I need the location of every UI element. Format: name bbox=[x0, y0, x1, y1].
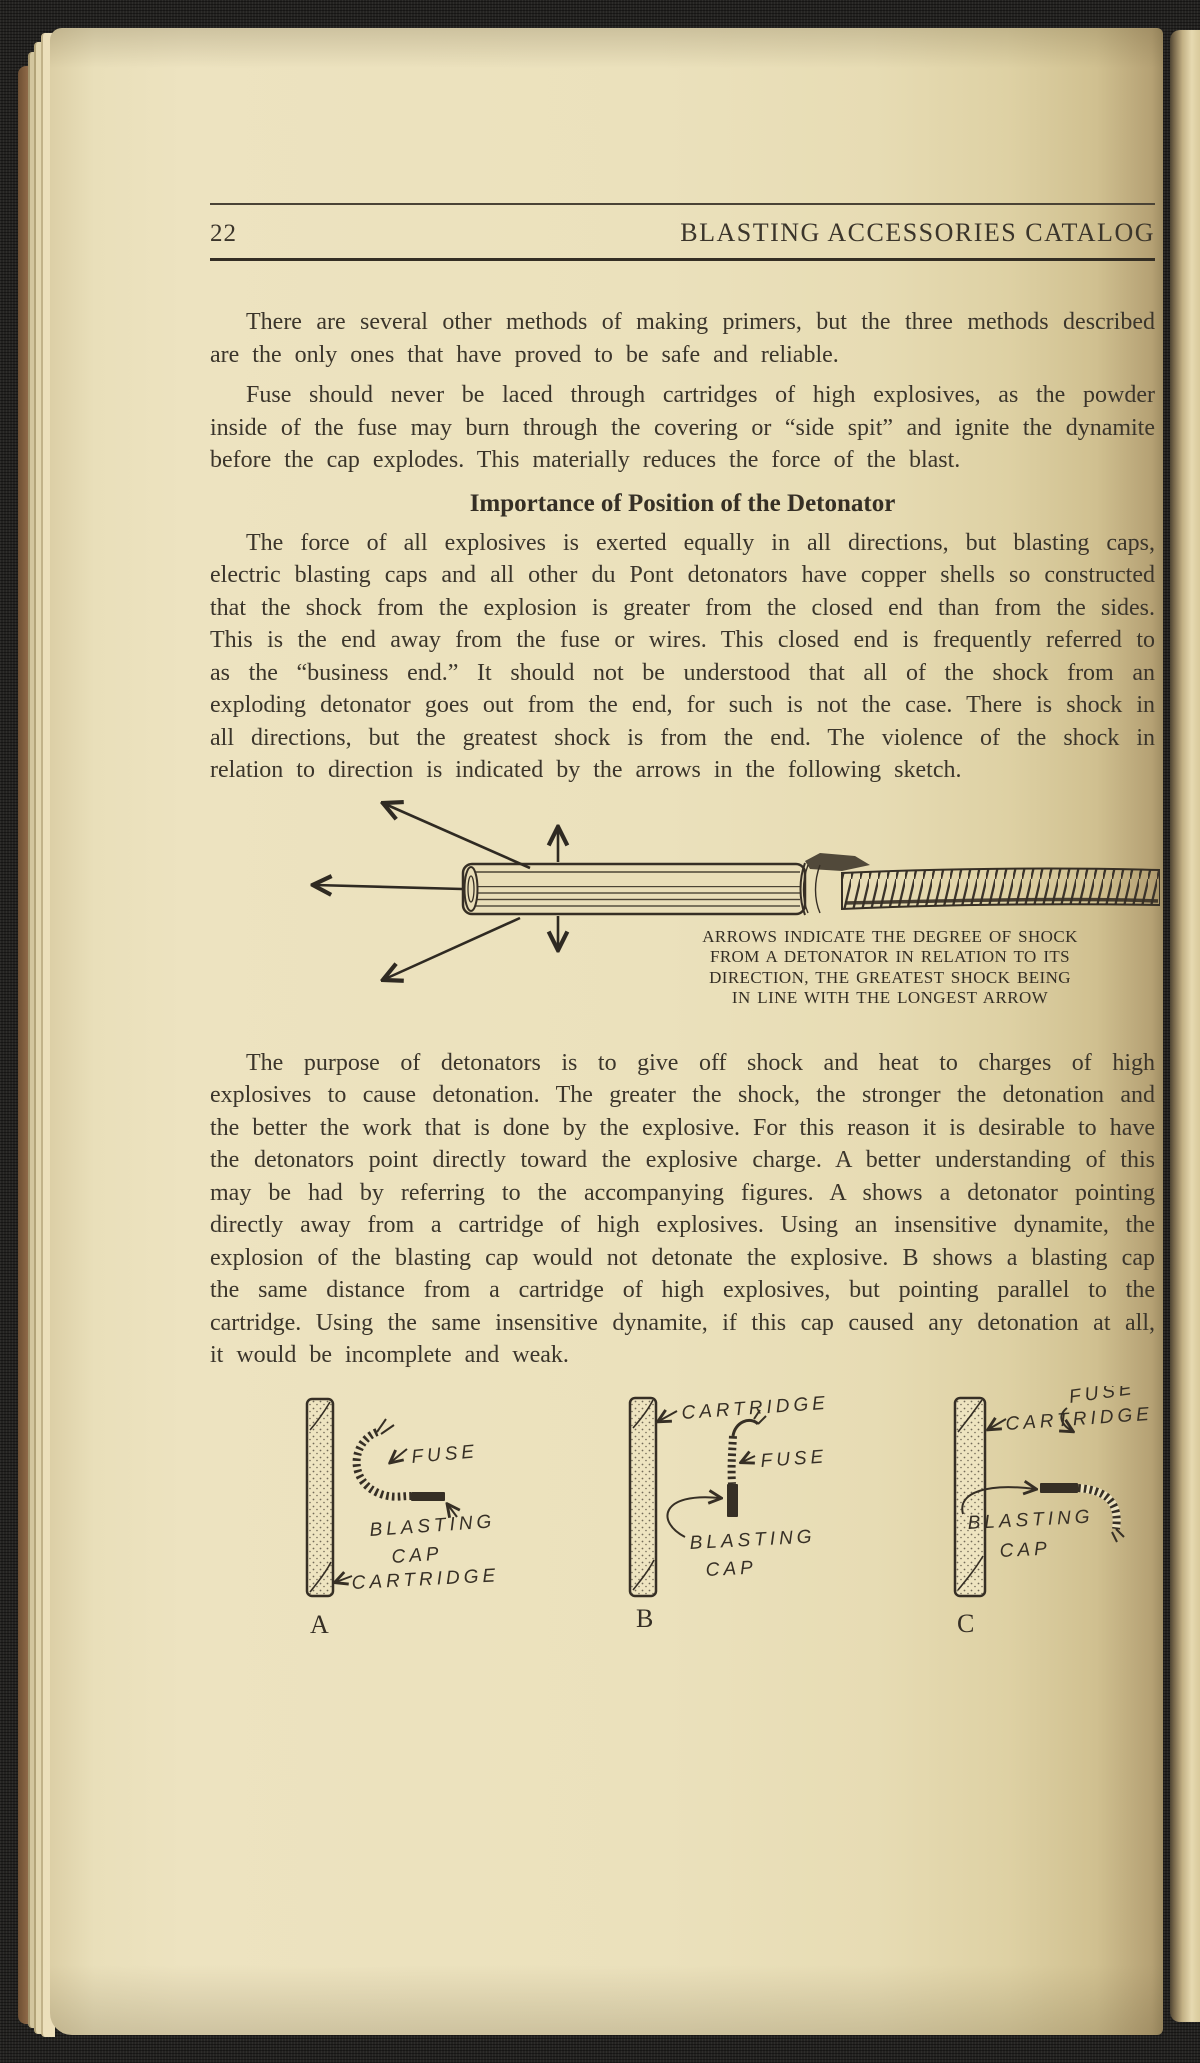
figure-letter: B bbox=[636, 1603, 654, 1633]
section-heading: Importance of Position of the Detonator bbox=[469, 489, 896, 517]
figure-letter: C bbox=[957, 1608, 975, 1638]
caption-line: DIRECTION, THE GREATEST SHOCK BEING bbox=[709, 967, 1071, 987]
detonator-cap bbox=[463, 864, 805, 914]
paragraph-fuse-warning: Fuse should never be laced through cartridges of high explosives, as the powder inside of the fuse may burn through the covering or “side spit” and ignite the dynamite before the cap explodes. This materially reduces the force of the blast. bbox=[210, 382, 1155, 473]
fuse-label: FUSE bbox=[410, 1440, 479, 1468]
text-column bbox=[210, 306, 1155, 1651]
book-page bbox=[50, 28, 1163, 2035]
blasting-cap-label: CAP bbox=[390, 1542, 444, 1568]
adjacent-page-edge bbox=[1170, 30, 1200, 2022]
blasting-cap-label: BLASTING bbox=[368, 1510, 497, 1541]
figure-b bbox=[630, 1392, 830, 1632]
header-rule-bottom bbox=[210, 258, 1155, 261]
figure-c bbox=[955, 1386, 1154, 1638]
detonator-shock-sketch bbox=[230, 799, 1160, 1037]
fuse bbox=[842, 868, 1160, 908]
paragraph-detonator-purpose: The purpose of detonators is to give off shock and heat to charges of high explosives to cause detonation. The greater the shock, the stronger the detonation and the better the work that is done by the explosive. For this reason it is desirable to have the detonators point directly toward the explosive charge. A better understanding of this may be had by referring to the accompanying figures. A shows a detonator pointing directly away from a cartridge of high explosives. Using an insensitive dynamite, the explosion of the blasting cap would not detonate the explosive. B shows a blasting cap the same distance from a cartridge of high explosives, but pointing parallel to the cartridge. Using the same insensitive dynamite, if this cap caused any detonation at all, it would be incomplete and weak. bbox=[210, 1049, 1155, 1368]
blasting-cap-label: BLASTING bbox=[689, 1525, 817, 1554]
figures-drawing bbox=[200, 1386, 1160, 1651]
fuse-b bbox=[732, 1410, 766, 1484]
cartridge-label: CARTRIDGE bbox=[1004, 1403, 1154, 1435]
figures-abc bbox=[200, 1386, 1160, 1651]
sketch-caption bbox=[620, 927, 1160, 1009]
page-number: 22 bbox=[210, 220, 237, 247]
blasting-cap-label: BLASTING bbox=[967, 1505, 1095, 1534]
label-arrows-b bbox=[659, 1411, 755, 1537]
caption-line: FROM A DETONATOR IN RELATION TO ITS bbox=[709, 947, 1071, 966]
fuse-label: FUSE bbox=[759, 1445, 828, 1472]
blasting-cap-c bbox=[1040, 1483, 1078, 1493]
running-title: BLASTING ACCESSORIES CATALOG bbox=[680, 218, 1155, 247]
blasting-cap-label: CAP bbox=[705, 1556, 758, 1581]
caption-line: IN LINE WITH THE LONGEST ARROW bbox=[731, 988, 1049, 1007]
cartridge-label: CARTRIDGE bbox=[351, 1564, 500, 1594]
cartridge-label: CARTRIDGE bbox=[680, 1392, 830, 1424]
cartridge-b bbox=[630, 1398, 656, 1596]
page-header bbox=[210, 218, 1155, 248]
fuse-label: FUSE bbox=[1067, 1385, 1137, 1408]
header-rule-top bbox=[210, 203, 1155, 205]
blasting-cap-b bbox=[727, 1484, 738, 1517]
cartridge-c bbox=[955, 1398, 985, 1596]
paragraph-primers: There are several other methods of making primers, but the three methods described are the only ones that have proved to be safe and reliable. bbox=[210, 309, 1155, 368]
caption-line: ARROWS INDICATE THE DEGREE OF SHOCK bbox=[702, 926, 1078, 946]
figure-a bbox=[307, 1399, 500, 1639]
blasting-cap-label: CAP bbox=[999, 1537, 1052, 1562]
figure-letter: A bbox=[310, 1609, 329, 1639]
paragraph-detonator-position: The force of all explosives is exerted equally in all directions, but blasting caps, electric blasting caps and all other du Pont detonators have copper shells so constructed that the shock from the explosion is greater from the closed end than from the sides. This is the end away from the fuse or wires. This closed end is frequently referred to as the “business end.” It should not be understood that all of the shock from an exploding detonator goes out from the end, for such is not the case. There is shock in all directions, but the greatest shock is from the end. The violence of the shock in relation to direction is indicated by the arrows in the following sketch. bbox=[210, 529, 1155, 783]
cartridge-a bbox=[307, 1399, 333, 1596]
fuse-a bbox=[357, 1419, 411, 1497]
blasting-cap-a bbox=[411, 1492, 445, 1501]
